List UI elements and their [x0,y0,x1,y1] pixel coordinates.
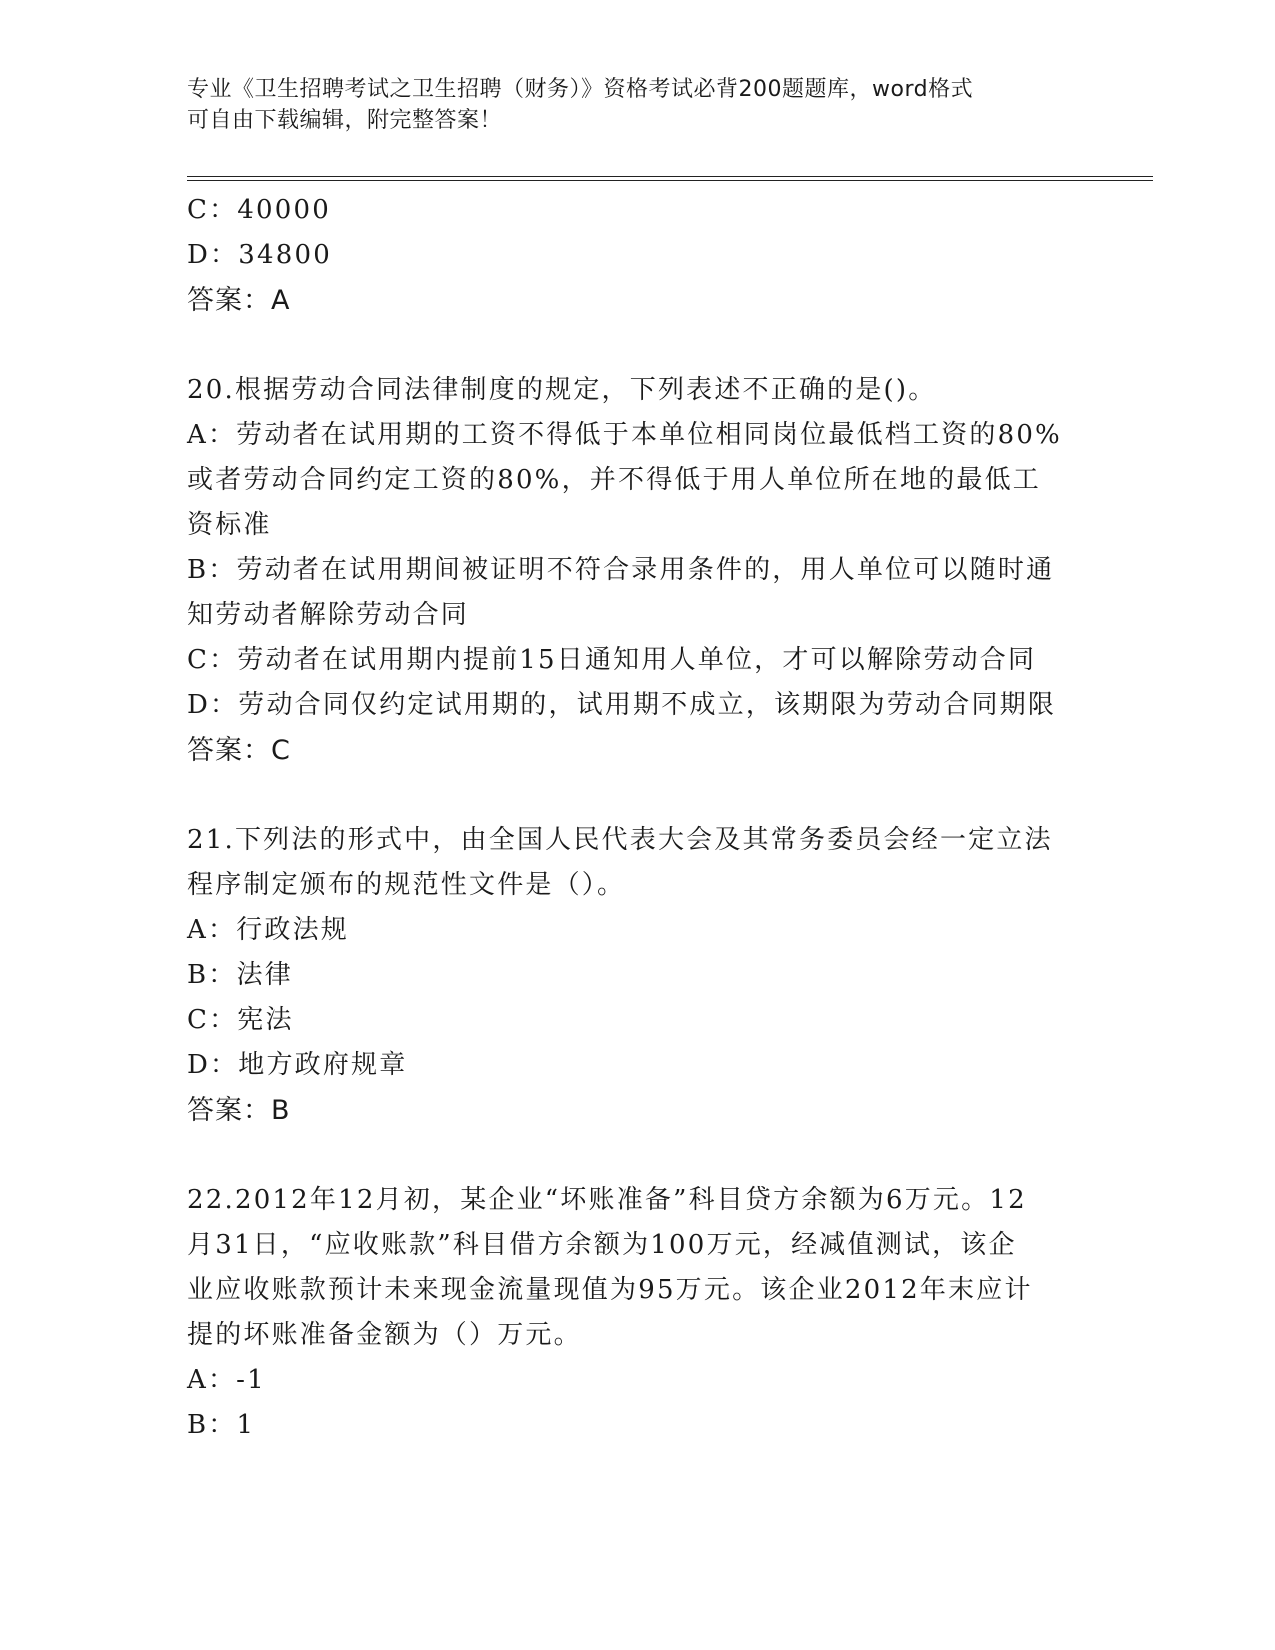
question-stem: 22.2012年12月初，某企业“坏账准备”科目贷方余额为6万元。12 [187,1185,1027,1215]
question-stem: 20.根据劳动合同法律制度的规定，下列表述不正确的是()。 [187,375,937,405]
question-stem-cont: 提的坏账准备金额为（）万元。 [187,1320,582,1350]
question-19-tail [187,188,1087,323]
option-c: C：宪法 [187,1005,294,1035]
option-d: D：劳动合同仅约定试用期的，试用期不成立，该期限为劳动合同期限 [187,690,1057,720]
option-a: A：劳动者在试用期的工资不得低于本单位相同岗位最低档工资的80% [187,420,1062,450]
question-stem-cont: 程序制定颁布的规范性文件是（）。 [187,870,626,900]
option-b: B：1 [187,1410,256,1440]
question-20 [187,368,1087,773]
option-d: D：34800 [187,240,332,270]
option-c: C：劳动者在试用期内提前15日通知用人单位，才可以解除劳动合同 [187,645,1037,675]
question-22 [187,1178,1087,1448]
question-stem-cont: 业应收账款预计未来现金流量现值为95万元。该企业2012年末应计 [187,1275,1033,1305]
option-a: A：行政法规 [187,915,349,945]
answer-line: 答案：C [187,735,291,766]
option-b-cont: 知劳动者解除劳动合同 [187,600,470,630]
option-d: D：地方政府规章 [187,1050,408,1080]
option-a-cont: 资标准 [187,510,272,540]
header-line-1: 专业《卫生招聘考试之卫生招聘（财务）》资格考试必背200题题库，word格式 [187,77,974,102]
spacer [187,773,1087,818]
question-21 [187,818,1087,1133]
answer-line: 答案：B [187,1095,291,1126]
question-stem-cont: 月31日，“应收账款”科目借方余额为100万元，经减值测试，该企 [187,1230,1017,1260]
answer-line: 答案：A [187,285,291,316]
question-stem: 21.下列法的形式中，由全国人民代表大会及其常务委员会经一定立法 [187,825,1053,855]
option-a-cont: 或者劳动合同约定工资的80%，并不得低于用人单位所在地的最低工 [187,465,1041,495]
option-c: C：40000 [187,195,332,225]
spacer [187,1133,1087,1178]
document-body [187,188,1087,1448]
option-b: B：劳动者在试用期间被证明不符合录用条件的，用人单位可以随时通 [187,555,1055,585]
header-divider [187,176,1153,181]
page-header [187,74,1067,136]
option-a: A：-1 [187,1365,266,1395]
option-b: B：法律 [187,960,293,990]
header-line-2: 可自由下载编辑，附完整答案！ [187,108,503,133]
spacer [187,323,1087,368]
